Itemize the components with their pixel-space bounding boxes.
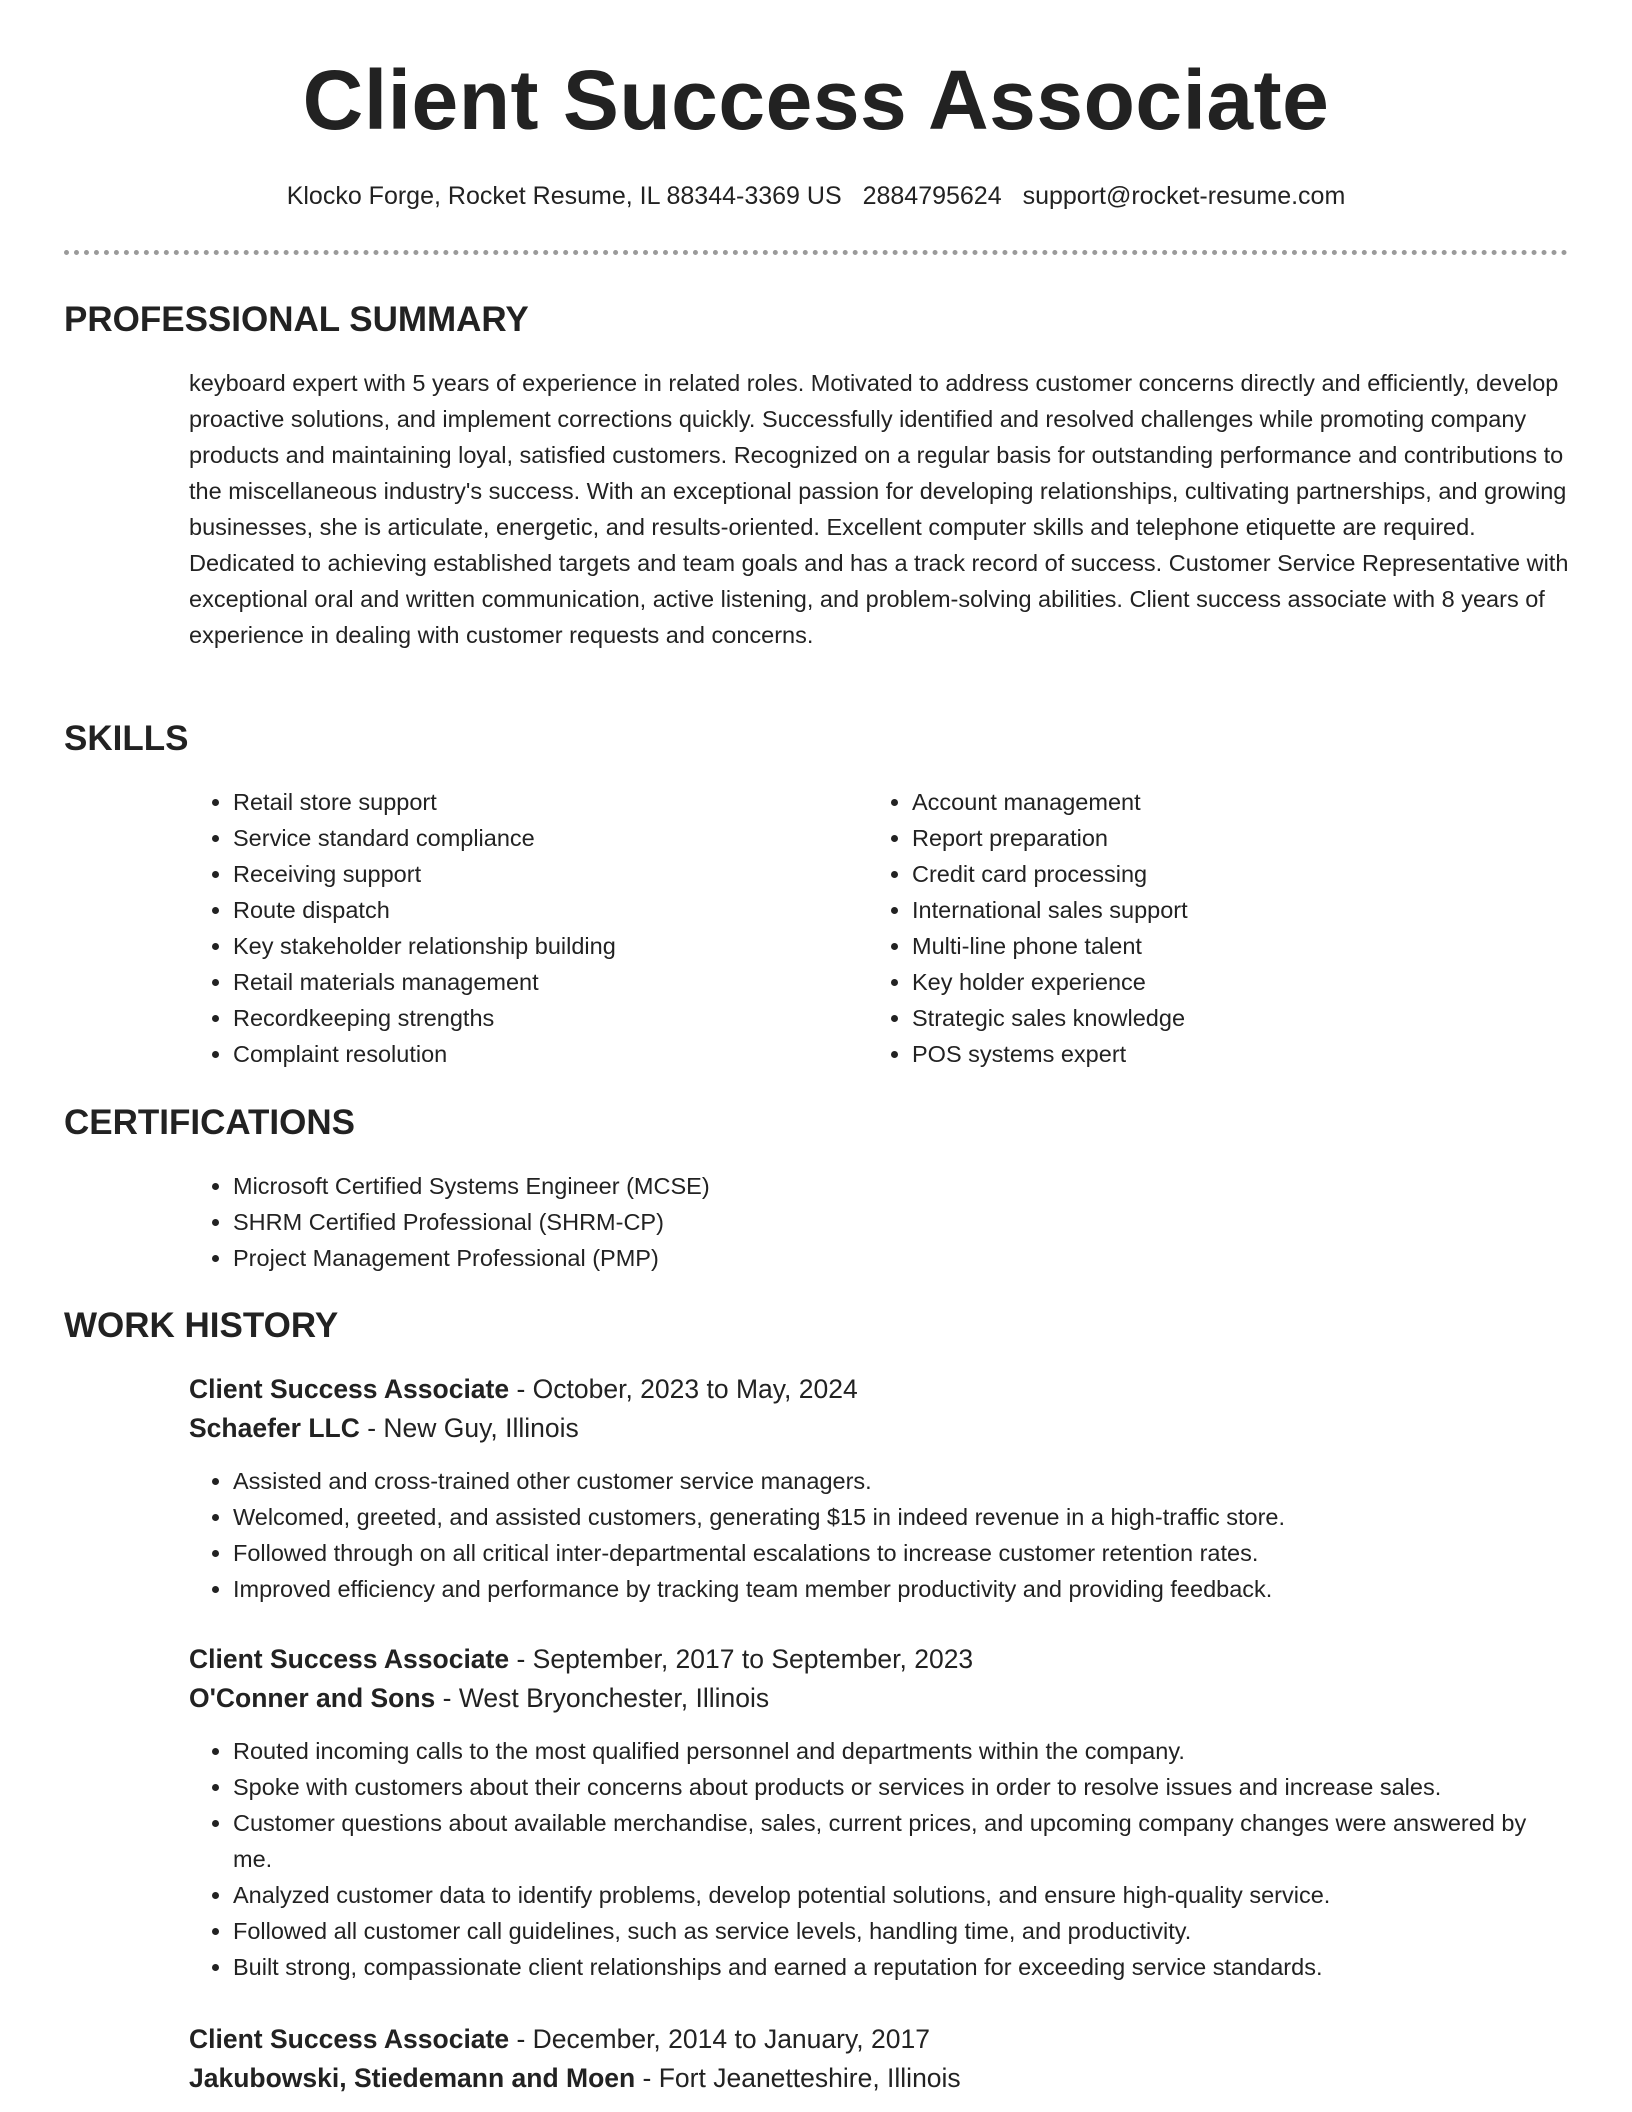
skill-item: • International sales support (912, 892, 1488, 928)
job-dates: - December, 2014 to January, 2017 (509, 2024, 930, 2054)
job-title: Client Success Associate (189, 2024, 510, 2054)
skill-item: • Account management (912, 784, 1488, 820)
certifications-block (189, 1168, 1489, 1276)
skill-item: • Key stakeholder relationship building (233, 928, 809, 964)
job-company: Schaefer LLC (189, 1413, 360, 1443)
section-title-skills: SKILLS (64, 719, 189, 758)
contact-line (0, 182, 1632, 211)
job-bullet: • Analyzed customer data to identify problems, develop potential solutions, and ensure high-quality service. (233, 1877, 1569, 1913)
certifications-list (189, 1168, 1489, 1276)
skill-item: • Complaint resolution (233, 1036, 809, 1072)
skill-item: • Retail materials management (233, 964, 809, 1000)
job-entry (189, 2020, 1569, 2098)
job-bullet: • Followed through on all critical inter-departmental escalations to increase customer retention rates. (233, 1535, 1569, 1571)
skill-item: • Key holder experience (912, 964, 1488, 1000)
skills-column-right (868, 784, 1488, 1072)
skill-item: • Retail store support (233, 784, 809, 820)
certification-item: • SHRM Certified Professional (SHRM-CP) (233, 1204, 1489, 1240)
certification-item: • Project Management Professional (PMP) (233, 1240, 1489, 1276)
job-company-line (189, 2059, 1569, 2098)
job-location: - Fort Jeanetteshire, Illinois (635, 2063, 961, 2093)
skill-item: • Route dispatch (233, 892, 809, 928)
skills-list-right (868, 784, 1488, 1072)
skill-item: • Recordkeeping strengths (233, 1000, 809, 1036)
skills-column-left (189, 784, 809, 1072)
job-bullet: • Improved efficiency and performance by tracking team member productivity and providing feedback. (233, 1571, 1569, 1607)
job-title-line (189, 1370, 1569, 1409)
section-title-certifications: CERTIFICATIONS (64, 1103, 356, 1142)
skill-item: • Credit card processing (912, 856, 1488, 892)
job-title: Client Success Associate (189, 1644, 510, 1674)
header-divider (64, 250, 1568, 255)
summary-text: keyboard expert with 5 years of experience in related roles. Motivated to address customer concerns directly and efficiently, develop proactive solutions, and implement corrections quickly. Successfully identified and resolved challenges while promoting company products and maintaining loyal, satisfied customers. Recognized on a regular basis for outstanding performance and contributions to the miscellaneous industry's success. With an exceptional passion for developing relationships, cultivating partnerships, and growing businesses, she is articulate, energetic, and results-oriented. Excellent computer skills and telephone etiquette are required. Dedicated to achieving established targets and team goals and has a track record of success. Customer Service Representative with exceptional oral and written communication, active listening, and problem-solving abilities. Client success associate with 8 years of experience in dealing with customer requests and concerns. (189, 370, 1569, 648)
job-entry (189, 1640, 1569, 1985)
job-bullet: • Spoke with customers about their concerns about products or services in order to resolve issues and increase sales. (233, 1769, 1569, 1805)
job-location: - New Guy, Illinois (359, 1413, 579, 1443)
job-dates: - October, 2023 to May, 2024 (509, 1374, 858, 1404)
job-bullet: • Welcomed, greeted, and assisted customers, generating $15 in indeed revenue in a high-traffic store. (233, 1499, 1569, 1535)
job-bullet: • Assisted and cross-trained other customer service managers. (233, 1463, 1569, 1499)
job-company-line (189, 1409, 1569, 1448)
section-title-work-history: WORK HISTORY (64, 1306, 339, 1345)
resume-name: Client Success Associate (302, 53, 1330, 147)
skills-list-left (189, 784, 809, 1072)
job-company-line (189, 1679, 1569, 1718)
job-entry (189, 1370, 1569, 1607)
job-bullets (189, 1733, 1569, 1985)
skill-item: • Multi-line phone talent (912, 928, 1488, 964)
section-title-summary: PROFESSIONAL SUMMARY (64, 300, 529, 339)
contact-phone: 2884795624 (862, 182, 1002, 210)
job-company: Jakubowski, Stiedemann and Moen (189, 2063, 636, 2093)
job-bullet: • Built strong, compassionate client relationships and earned a reputation for exceeding service standards. (233, 1949, 1569, 1985)
job-title-line (189, 2020, 1569, 2059)
contact-email: support@rocket-resume.com (1022, 182, 1346, 210)
skill-item: • POS systems expert (912, 1036, 1488, 1072)
job-title: Client Success Associate (189, 1374, 510, 1404)
skill-item: • Strategic sales knowledge (912, 1000, 1488, 1036)
job-title-line (189, 1640, 1569, 1679)
certification-item: • Microsoft Certified Systems Engineer (MCSE) (233, 1168, 1489, 1204)
job-company: O'Conner and Sons (189, 1683, 436, 1713)
skill-item: • Receiving support (233, 856, 809, 892)
job-location: - West Bryonchester, Illinois (435, 1683, 770, 1713)
contact-address: Klocko Forge, Rocket Resume, IL 88344-3369 US (286, 182, 842, 210)
skill-item: • Service standard compliance (233, 820, 809, 856)
job-dates: - September, 2017 to September, 2023 (509, 1644, 974, 1674)
skill-item: • Report preparation (912, 820, 1488, 856)
job-bullets (189, 1463, 1569, 1607)
job-bullet: • Routed incoming calls to the most qualified personnel and departments within the company. (233, 1733, 1569, 1769)
job-bullet: • Customer questions about available merchandise, sales, current prices, and upcoming company changes were answered by me. (233, 1805, 1569, 1877)
job-bullet: • Followed all customer call guidelines, such as service levels, handling time, and productivity. (233, 1913, 1569, 1949)
